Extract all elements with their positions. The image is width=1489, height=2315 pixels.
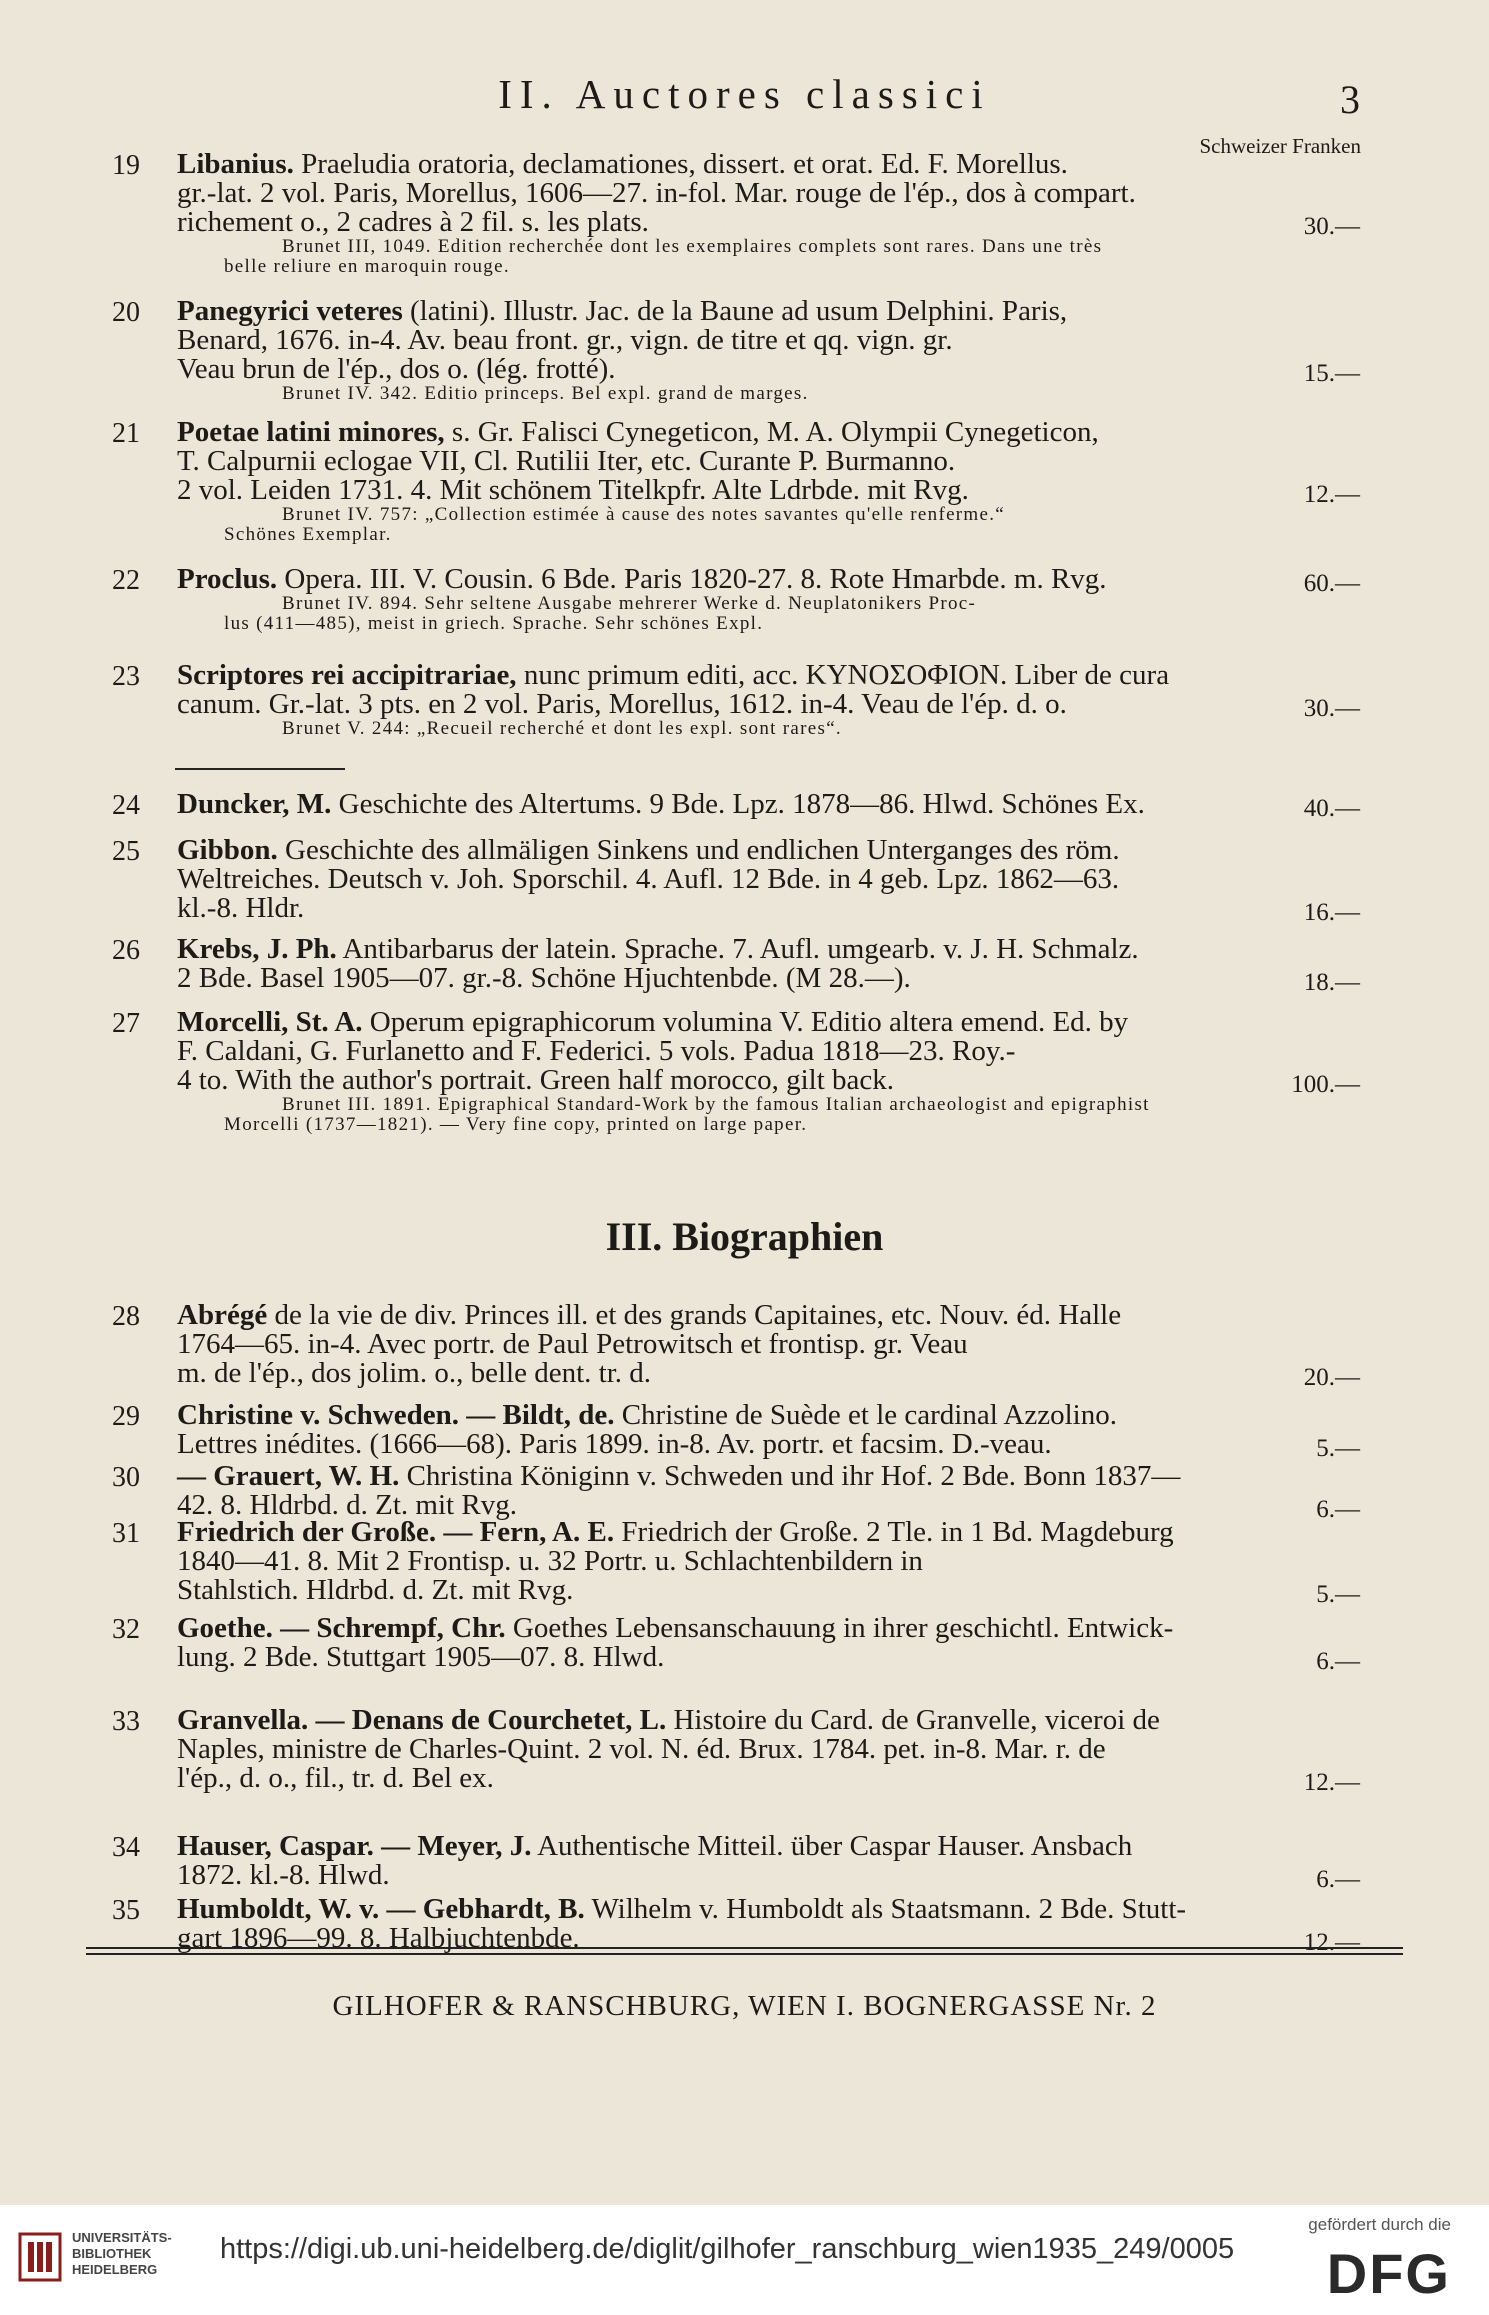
entry-price: 40.— (1303, 795, 1360, 822)
entry-author: Friedrich der Große. — Fern, A. E. (177, 1516, 615, 1548)
bibliographic-note (112, 1095, 1362, 1135)
entry-description: 2 Bde. Basel 1905—07. gr.-8. Schöne Hjuchtenbde. (M 28.—). (177, 962, 911, 994)
entry-text (177, 1008, 1362, 1135)
entry-description: kl.-8. Hldr. (177, 892, 305, 924)
entry-number: 34 (112, 1832, 140, 1863)
entry-line (177, 788, 1362, 822)
entry-price: 12.— (1303, 1769, 1360, 1796)
viewer-bar (0, 2205, 1489, 2315)
footer-rule (86, 1953, 1403, 1955)
dfg-logo: DFG (1326, 2242, 1451, 2305)
entry-description: gr.-lat. 2 vol. Paris, Morellus, 1606—27. in-fol. Mar. rouge de l'ép., dos à compart. (177, 177, 1136, 209)
bibliographic-note (112, 384, 1362, 404)
entry-number: 33 (112, 1706, 140, 1737)
entry-author: Panegyrici veteres (177, 295, 403, 327)
entry-price: 5.— (1316, 1435, 1360, 1462)
note-line: Brunet III. 1891. Epigraphical Standard-Work by the famous Italian archaeologist and epigraphist (282, 1094, 1150, 1115)
note-line: belle reliure en maroquin rouge. (224, 256, 510, 277)
entry-author: Gibbon. (177, 834, 278, 866)
entry-line (177, 1428, 1362, 1462)
entry-line (177, 206, 1362, 240)
entry-line (177, 892, 1362, 926)
entry-author: Granvella. — Denans de Courchetet, L. (177, 1704, 667, 1736)
entry-line (177, 1008, 1362, 1037)
bibliographic-note (112, 237, 1362, 277)
bibliographic-note (112, 505, 1362, 545)
entry-price: 6.— (1316, 1648, 1360, 1675)
entry-number: 32 (112, 1614, 140, 1645)
entry-text (177, 1516, 1362, 1608)
entry-author: Krebs, J. Ph. (177, 933, 337, 965)
entry-line (177, 836, 1362, 865)
entry-description: (latini). Illustr. Jac. de la Baune ad usum Delphini. Paris, (402, 295, 1068, 327)
entry-text (177, 1612, 1362, 1675)
entry-description: Christina Königinn v. Schweden und ihr Hof. 2 Bde. Bonn 1837— (399, 1460, 1181, 1492)
entry-description: de la vie de div. Princes ill. et des grands Capitaines, etc. Nouv. éd. Halle (267, 1299, 1122, 1331)
entry-author: Hauser, Caspar. — Meyer, J. (177, 1830, 532, 1862)
entry-line (177, 474, 1362, 508)
entry-text (177, 150, 1362, 277)
entry-text (177, 788, 1362, 822)
entry-description: F. Caldani, G. Furlanetto and F. Federici. 5 vols. Padua 1818—23. Roy.- (177, 1035, 1016, 1067)
entry-line (177, 150, 1362, 179)
entry-description: Histoire du Card. de Granvelle, viceroi de (666, 1704, 1160, 1736)
entry-description: lung. 2 Bde. Stuttgart 1905—07. 8. Hlwd. (177, 1641, 665, 1673)
entry-description: 1872. kl.-8. Hlwd. (177, 1859, 390, 1891)
entry-description: 4 to. With the author's portrait. Green half morocco, gilt back. (177, 1064, 895, 1096)
entry-description: T. Calpurnii eclogae VII, Cl. Rutilii Iter, etc. Curante P. Burmanno. (177, 445, 956, 477)
entry-line (177, 326, 1362, 355)
entry-number: 24 (112, 790, 140, 821)
entry-description: Christine de Suède et le cardinal Azzolino. (614, 1399, 1117, 1431)
entry-line (177, 935, 1362, 964)
entry-line (177, 865, 1362, 894)
library-name-line: BIBLIOTHEK (72, 2246, 152, 2261)
entry-author: Duncker, M. (177, 788, 332, 820)
entry-author: — Grauert, W. H. (177, 1460, 400, 1492)
entry-number: 29 (112, 1401, 140, 1432)
entry-line (177, 1859, 1362, 1893)
entry-price: 18.— (1303, 969, 1360, 996)
library-name-line: UNIVERSITÄTS- (72, 2230, 172, 2245)
funder-caption: gefördert durch die (1308, 2215, 1451, 2234)
entry-description: l'ép., d. o., fil., tr. d. Bel ex. (177, 1762, 494, 1794)
entry-line (177, 1735, 1362, 1764)
entry-text (177, 297, 1362, 404)
entry-description: 1840—41. 8. Mit 2 Frontisp. u. 32 Portr. u. Schlachtenbildern in (177, 1545, 923, 1577)
library-name (72, 2230, 172, 2278)
entry-description: gart 1896—99. 8. Halbjuchtenbde. (177, 1922, 580, 1954)
entry-text (177, 1299, 1362, 1391)
section-heading-biographien: III. Biographien (605, 1214, 884, 1259)
entry-description: s. Gr. Falisci Cynegeticon, M. A. Olympii Cynegeticon, (444, 416, 1099, 448)
entry-number: 22 (112, 565, 140, 596)
entry-text (177, 418, 1362, 545)
entry-price: 16.— (1303, 899, 1360, 926)
entry-description: Geschichte des allmäligen Sinkens und endlichen Unterganges des röm. (277, 834, 1120, 866)
entry-description: nunc primum editi, acc. ΚΥΝΟΣΟΦΙΟΝ. Liber de cura (516, 659, 1170, 691)
entry-price: 15.— (1303, 360, 1360, 387)
entry-line (177, 1706, 1362, 1735)
entry-number: 35 (112, 1895, 140, 1926)
entry-description: Naples, ministre de Charles-Quint. 2 vol. N. éd. Brux. 1784. pet. in-8. Mar. r. de (177, 1733, 1106, 1765)
entry-number: 19 (112, 150, 140, 181)
entry-description: Friedrich der Große. 2 Tle. in 1 Bd. Magdeburg (614, 1516, 1174, 1548)
entry-price: 100.— (1291, 1071, 1360, 1098)
entry-text (177, 933, 1362, 996)
entry-author: Poetae latini minores, (177, 416, 445, 448)
entry-description: Antibarbarus der latein. Sprache. 7. Aufl. umgearb. v. J. H. Schmalz. (336, 933, 1139, 965)
entry-description: Goethes Lebensanschauung in ihrer geschichtl. Entwick- (505, 1612, 1174, 1644)
entry-description: Wilhelm v. Humboldt als Staatsmann. 2 Bde. Stutt- (584, 1893, 1187, 1925)
entry-author: Libanius. (177, 148, 294, 180)
entry-line (177, 1518, 1362, 1547)
library-name-line: HEIDELBERG (72, 2262, 158, 2277)
entry-text (177, 1893, 1362, 1956)
entry-price: 60.— (1303, 570, 1360, 597)
entry-description: richement o., 2 cadres à 2 fil. s. les plats. (177, 206, 649, 238)
entry-line (177, 353, 1362, 387)
entry-line (177, 661, 1362, 690)
entry-line (177, 179, 1362, 208)
entry-number: 25 (112, 836, 140, 867)
entry-author: Morcelli, St. A. (177, 1006, 363, 1038)
footer-rule (86, 1947, 1403, 1949)
library-logo-icon (18, 2230, 62, 2284)
entry-line (177, 1462, 1362, 1491)
entry-number: 31 (112, 1518, 140, 1549)
note-line: Brunet IV. 342. Editio princeps. Bel expl. grand de marges. (282, 383, 809, 404)
entry-description: m. de l'ép., dos jolim. o., belle dent. tr. d. (177, 1357, 651, 1389)
entry-number: 28 (112, 1301, 140, 1332)
short-divider (175, 768, 345, 770)
note-line: Brunet III, 1049. Edition recherchée dont les exemplaires complets sont rares. Dans une très (282, 236, 1103, 257)
entry-price: 30.— (1303, 695, 1360, 722)
entry-description: Opera. III. V. Cousin. 6 Bde. Paris 1820-27. 8. Rote Hmarbde. m. Rvg. (277, 563, 1107, 595)
entry-description: 2 vol. Leiden 1731. 4. Mit schönem Titelkpfr. Alte Ldrbde. mit Rvg. (177, 474, 969, 506)
entry-line (177, 962, 1362, 996)
entry-line (177, 1357, 1362, 1391)
entry-description: 1764—65. in-4. Avec portr. de Paul Petrowitsch et frontisp. gr. Veau (177, 1328, 968, 1360)
permalink[interactable]: https://digi.ub.uni-heidelberg.de/diglit/gilhofer_ranschburg_wien1935_249/0005 (220, 2233, 1235, 2265)
entry-author: Scriptores rei accipitrariae, (177, 659, 517, 691)
entry-number: 27 (112, 1008, 140, 1039)
entry-number: 23 (112, 661, 140, 692)
entry-line (177, 1574, 1362, 1608)
entry-line (177, 1832, 1362, 1861)
entry-line (177, 1762, 1362, 1796)
entry-text (177, 565, 1362, 634)
note-line: Brunet IV. 757: „Collection estimée à cause des notes savantes qu'elle renferme.“ (282, 504, 1006, 525)
entry-text (177, 1704, 1362, 1796)
bibliographic-note (112, 719, 1362, 739)
entry-line (177, 1895, 1362, 1924)
entry-line (177, 1641, 1362, 1675)
note-line: Brunet V. 244: „Recueil recherché et dont les expl. sont rares“. (282, 718, 842, 739)
entry-line (177, 418, 1362, 447)
entry-line (177, 1330, 1362, 1359)
entry-line (177, 447, 1362, 476)
entry-number: 30 (112, 1462, 140, 1493)
entry-description: Praeludia oratoria, declamationes, dissert. et orat. Ed. F. Morellus. (293, 148, 1068, 180)
entry-price: 6.— (1316, 1866, 1360, 1893)
entry-description: 42. 8. Hldrbd. d. Zt. mit Rvg. (177, 1489, 517, 1521)
currency-note: Schweizer Franken (1199, 134, 1361, 158)
entry-price: 12.— (1303, 481, 1360, 508)
entry-description: Stahlstich. Hldrbd. d. Zt. mit Rvg. (177, 1574, 574, 1606)
entry-description: Benard, 1676. in-4. Av. beau front. gr., vign. de titre et qq. vign. gr. (177, 324, 953, 356)
bibliographic-note (112, 594, 1362, 634)
entry-description: Geschichte des Altertums. 9 Bde. Lpz. 1878—86. Hlwd. Schönes Ex. (331, 788, 1145, 820)
note-line: Schönes Exemplar. (224, 524, 392, 545)
entry-text (177, 1460, 1362, 1523)
entry-line (177, 1037, 1362, 1066)
entry-line (177, 1547, 1362, 1576)
entry-text (177, 1399, 1362, 1462)
entry-text (177, 834, 1362, 926)
entry-number: 26 (112, 935, 140, 966)
entry-text (177, 661, 1362, 739)
running-head: II. Auctores classici (498, 71, 991, 117)
note-line: Morcelli (1737—1821). — Very fine copy, printed on large paper. (224, 1114, 808, 1135)
entry-author: Proclus. (177, 563, 278, 595)
entry-author: Christine v. Schweden. — Bildt, de. (177, 1399, 615, 1431)
entry-description: canum. Gr.-lat. 3 pts. en 2 vol. Paris, Morellus, 1612. in-4. Veau de l'ép. d. o. (177, 688, 1067, 720)
entry-price: 30.— (1303, 213, 1360, 240)
entry-author: Goethe. — Schrempf, Chr. (177, 1612, 506, 1644)
entry-description: Operum epigraphicorum volumina V. Editio altera emend. Ed. by (362, 1006, 1129, 1038)
entry-author: Humboldt, W. v. — Gebhardt, B. (177, 1893, 585, 1925)
entry-line (177, 1301, 1362, 1330)
entry-line (177, 1064, 1362, 1098)
entry-number: 20 (112, 297, 140, 328)
entry-text (177, 1830, 1362, 1893)
entry-line (177, 1614, 1362, 1643)
note-line: Brunet IV. 894. Sehr seltene Ausgabe mehrerer Werke d. Neuplatonikers Proc- (282, 593, 977, 614)
publisher-footer: GILHOFER & RANSCHBURG, WIEN I. BOGNERGASSE Nr. 2 (332, 1990, 1157, 2022)
entry-price: 12.— (1303, 1929, 1360, 1956)
entry-description: Veau brun de l'ép., dos o. (lég. frotté). (177, 353, 616, 385)
entry-description: Weltreiches. Deutsch v. Joh. Sporschil. 4. Aufl. 12 Bde. in 4 geb. Lpz. 1862—63. (177, 863, 1120, 895)
entry-line (177, 563, 1362, 597)
entry-price: 6.— (1316, 1496, 1360, 1523)
entry-author: Abrégé (177, 1299, 268, 1331)
entry-price: 20.— (1303, 1364, 1360, 1391)
entry-line (177, 297, 1362, 326)
entry-price: 5.— (1316, 1581, 1360, 1608)
page-number: 3 (1340, 77, 1360, 122)
note-line: lus (411—485), meist in griech. Sprache. Sehr schönes Expl. (224, 613, 764, 634)
entry-number: 21 (112, 418, 140, 449)
entry-line (177, 1401, 1362, 1430)
entry-description: Authentische Mitteil. über Caspar Hauser. Ansbach (531, 1830, 1133, 1862)
entry-line (177, 688, 1362, 722)
entry-description: Lettres inédites. (1666—68). Paris 1899. in-8. Av. portr. et facsim. D.-veau. (177, 1428, 1052, 1460)
